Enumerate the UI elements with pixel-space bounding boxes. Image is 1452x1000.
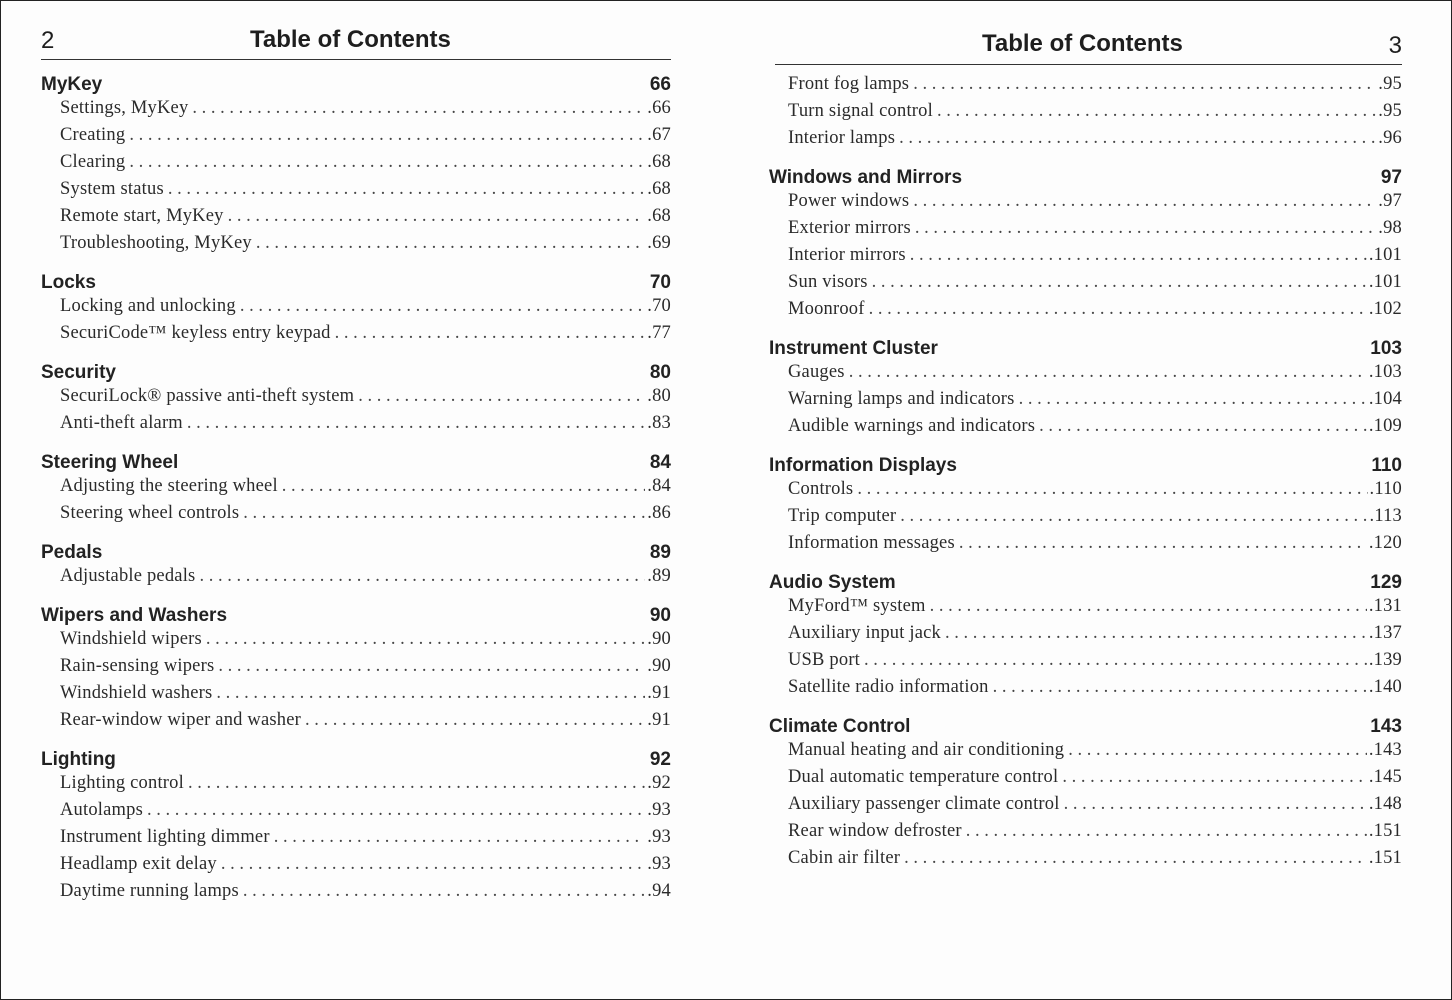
entry-label: USB port xyxy=(788,650,861,670)
toc-section-heading[interactable] xyxy=(41,746,671,773)
entry-label: Remote start, MyKey xyxy=(60,206,224,226)
section-page-number: 66 xyxy=(649,74,671,95)
entry-label: Auxiliary passenger climate control xyxy=(788,794,1060,814)
dot-leader xyxy=(966,821,1367,842)
dot-leader xyxy=(864,650,1367,671)
dot-leader xyxy=(305,710,645,731)
dot-leader xyxy=(256,233,645,254)
entry-label: Adjusting the steering wheel xyxy=(60,476,278,496)
section-title: Lighting xyxy=(41,749,116,770)
section-gap xyxy=(769,704,1402,713)
entry-label: Sun visors xyxy=(788,272,868,292)
toc-entry[interactable] xyxy=(41,773,671,800)
section-gap xyxy=(41,440,671,449)
entry-label: Exterior mirrors xyxy=(788,218,911,238)
section-gap xyxy=(769,326,1402,335)
toc-entry[interactable] xyxy=(41,206,671,233)
section-page-number: 97 xyxy=(1380,167,1402,188)
entry-label: Steering wheel controls xyxy=(60,503,240,523)
toc-entry[interactable] xyxy=(769,650,1402,677)
entry-label: Troubleshooting, MyKey xyxy=(60,233,252,253)
toc-entry[interactable] xyxy=(41,629,671,656)
entry-label: Lighting control xyxy=(60,773,184,793)
toc-entry[interactable] xyxy=(769,191,1402,218)
dot-leader xyxy=(959,533,1367,554)
dot-leader xyxy=(1068,740,1367,761)
toc-entry[interactable] xyxy=(41,566,671,593)
entry-label: Controls xyxy=(788,479,854,499)
dot-leader xyxy=(899,128,1376,149)
toc-entry[interactable] xyxy=(41,152,671,179)
entry-page-number: .151 xyxy=(1368,848,1402,868)
dot-leader xyxy=(930,596,1367,617)
toc-entry[interactable] xyxy=(769,623,1402,650)
section-gap xyxy=(769,560,1402,569)
toc-entry[interactable] xyxy=(41,476,671,503)
dot-leader xyxy=(1062,767,1366,788)
entry-page-number: .93 xyxy=(647,827,671,847)
entry-page-number: .104 xyxy=(1368,389,1402,409)
entry-label: Moonroof xyxy=(788,299,865,319)
entry-page-number: .145 xyxy=(1368,767,1402,787)
dot-leader xyxy=(206,629,645,650)
dot-leader xyxy=(216,683,645,704)
section-title: Wipers and Washers xyxy=(41,605,228,626)
dot-leader xyxy=(849,362,1367,383)
entry-page-number: .77 xyxy=(647,323,671,343)
dot-leader xyxy=(1019,389,1367,410)
entry-page-number: .68 xyxy=(647,152,671,172)
entry-label: Creating xyxy=(60,125,126,145)
entry-page-number: .86 xyxy=(647,503,671,523)
dot-leader xyxy=(192,98,645,119)
entry-label: Trip computer xyxy=(788,506,897,526)
entry-page-number: .83 xyxy=(647,413,671,433)
entry-label: Windshield washers xyxy=(60,683,213,703)
dot-leader xyxy=(243,503,645,524)
toc-section-heading[interactable] xyxy=(41,539,671,566)
section-title: Climate Control xyxy=(769,716,911,737)
dot-leader xyxy=(129,152,645,173)
dot-leader xyxy=(282,476,645,497)
entry-label: Rain-sensing wipers xyxy=(60,656,215,676)
entry-page-number: .140 xyxy=(1368,677,1402,697)
entry-label: Headlamp exit delay xyxy=(60,854,217,874)
toc-entry[interactable] xyxy=(41,386,671,413)
toc-entry[interactable] xyxy=(769,533,1402,560)
entry-page-number: .101 xyxy=(1368,245,1402,265)
entry-page-number: .110 xyxy=(1369,479,1402,499)
entry-label: Adjustable pedals xyxy=(60,566,196,586)
toc-entry[interactable] xyxy=(769,821,1402,848)
dot-leader xyxy=(243,881,645,902)
entry-label: Satellite radio information xyxy=(788,677,989,697)
section-gap xyxy=(41,350,671,359)
entry-page-number: .103 xyxy=(1368,362,1402,382)
dot-leader xyxy=(1039,416,1367,437)
section-title: Locks xyxy=(41,272,96,293)
dot-leader xyxy=(872,272,1367,293)
toc-section-heading[interactable] xyxy=(41,269,671,296)
section-page-number: 103 xyxy=(1370,338,1402,359)
entry-page-number: .69 xyxy=(647,233,671,253)
section-page-number: 90 xyxy=(649,605,671,626)
entry-page-number: .93 xyxy=(647,800,671,820)
toc-entry[interactable] xyxy=(41,827,671,854)
entry-page-number: .98 xyxy=(1378,218,1402,238)
dot-leader xyxy=(335,323,646,344)
section-gap xyxy=(769,155,1402,164)
page-number: 2 xyxy=(41,27,55,54)
entry-page-number: .101 xyxy=(1368,272,1402,292)
dot-leader xyxy=(993,677,1367,698)
dot-leader xyxy=(199,566,645,587)
dot-leader xyxy=(129,125,645,146)
toc-entry[interactable] xyxy=(769,416,1402,443)
toc-entry[interactable] xyxy=(769,128,1402,155)
entry-label: SecuriLock® passive anti-theft system xyxy=(60,386,355,406)
toc-list xyxy=(41,71,671,908)
header-rule xyxy=(775,64,1402,65)
entry-label: Locking and unlocking xyxy=(60,296,236,316)
dot-leader xyxy=(945,623,1367,644)
section-page-number: 70 xyxy=(649,272,671,293)
toc-entry[interactable] xyxy=(41,296,671,323)
dot-leader xyxy=(147,800,645,821)
toc-list xyxy=(769,74,1402,875)
toc-entry[interactable] xyxy=(41,656,671,683)
toc-entry[interactable] xyxy=(41,881,671,908)
toc-entry[interactable] xyxy=(769,794,1402,821)
entry-label: Power windows xyxy=(788,191,910,211)
entry-page-number: .90 xyxy=(647,629,671,649)
entry-page-number: .109 xyxy=(1368,416,1402,436)
entry-page-number: .80 xyxy=(647,386,671,406)
section-page-number: 89 xyxy=(649,542,671,563)
toc-entry[interactable] xyxy=(769,740,1402,767)
toc-entry[interactable] xyxy=(769,848,1402,875)
entry-label: Instrument lighting dimmer xyxy=(60,827,270,847)
entry-label: Auxiliary input jack xyxy=(788,623,941,643)
dot-leader xyxy=(910,245,1367,266)
dot-leader xyxy=(1064,794,1367,815)
section-title: Instrument Cluster xyxy=(769,338,938,359)
entry-label: Information messages xyxy=(788,533,955,553)
dot-leader xyxy=(218,656,645,677)
entry-label: Interior mirrors xyxy=(788,245,906,265)
entry-label: Windshield wipers xyxy=(60,629,202,649)
entry-page-number: .70 xyxy=(647,296,671,316)
toc-section-heading[interactable] xyxy=(769,335,1402,362)
section-title: Steering Wheel xyxy=(41,452,179,473)
entry-label: Cabin air filter xyxy=(788,848,901,868)
toc-section-heading[interactable] xyxy=(769,164,1402,191)
toc-entry[interactable] xyxy=(769,677,1402,704)
section-gap xyxy=(41,737,671,746)
dot-leader xyxy=(900,506,1367,527)
dot-leader xyxy=(869,299,1367,320)
dot-leader xyxy=(188,773,645,794)
toc-entry[interactable] xyxy=(769,272,1402,299)
section-page-number: 110 xyxy=(1371,455,1402,476)
entry-label: Audible warnings and indicators xyxy=(788,416,1036,436)
toc-entry[interactable] xyxy=(769,74,1402,101)
entry-page-number: .89 xyxy=(647,566,671,586)
toc-entry[interactable] xyxy=(41,98,671,125)
section-title: Pedals xyxy=(41,542,103,563)
toc-entry[interactable] xyxy=(41,710,671,737)
toc-entry[interactable] xyxy=(769,218,1402,245)
dot-leader xyxy=(228,206,646,227)
entry-label: Gauges xyxy=(788,362,845,382)
entry-page-number: .139 xyxy=(1368,650,1402,670)
dot-leader xyxy=(857,479,1367,500)
toc-entry[interactable] xyxy=(41,179,671,206)
section-gap xyxy=(769,443,1402,452)
section-page-number: 143 xyxy=(1370,716,1402,737)
section-title: Audio System xyxy=(769,572,896,593)
entry-label: Turn signal control xyxy=(788,101,933,121)
section-gap xyxy=(41,593,671,602)
entry-label: Clearing xyxy=(60,152,126,172)
entry-page-number: .95 xyxy=(1378,101,1402,121)
entry-page-number: .84 xyxy=(647,476,671,496)
entry-label: Front fog lamps xyxy=(788,74,910,94)
entry-page-number: .91 xyxy=(647,683,671,703)
dot-leader xyxy=(915,218,1376,239)
entry-page-number: .67 xyxy=(647,125,671,145)
entry-page-number: .91 xyxy=(647,710,671,730)
dot-leader xyxy=(168,179,645,200)
toc-entry[interactable] xyxy=(41,233,671,260)
toc-section-heading[interactable] xyxy=(769,452,1402,479)
entry-label: Warning lamps and indicators xyxy=(788,389,1015,409)
entry-page-number: .113 xyxy=(1369,506,1402,526)
section-gap xyxy=(41,530,671,539)
entry-label: System status xyxy=(60,179,164,199)
entry-page-number: .68 xyxy=(647,206,671,226)
toc-entry[interactable] xyxy=(41,800,671,827)
entry-page-number: .151 xyxy=(1368,821,1402,841)
dot-leader xyxy=(904,848,1367,869)
section-title: MyKey xyxy=(41,74,103,95)
section-page-number: 80 xyxy=(649,362,671,383)
entry-page-number: .137 xyxy=(1368,623,1402,643)
toc-entry[interactable] xyxy=(769,479,1402,506)
entry-page-number: .93 xyxy=(647,854,671,874)
entry-page-number: .97 xyxy=(1378,191,1402,211)
entry-page-number: .120 xyxy=(1368,533,1402,553)
section-gap xyxy=(41,260,671,269)
toc-entry[interactable] xyxy=(41,503,671,530)
toc-entry[interactable] xyxy=(769,245,1402,272)
entry-label: Settings, MyKey xyxy=(60,98,189,118)
toc-entry[interactable] xyxy=(769,596,1402,623)
toc-entry[interactable] xyxy=(769,389,1402,416)
toc-section-heading[interactable] xyxy=(769,569,1402,596)
entry-page-number: .95 xyxy=(1378,74,1402,94)
entry-label: MyFord™ system xyxy=(788,596,926,616)
toc-entry[interactable] xyxy=(41,125,671,152)
entry-label: Manual heating and air conditioning xyxy=(788,740,1065,760)
entry-page-number: .102 xyxy=(1368,299,1402,319)
toc-entry[interactable] xyxy=(769,362,1402,389)
entry-label: Rear window defroster xyxy=(788,821,962,841)
toc-entry[interactable] xyxy=(41,854,671,881)
toc-entry[interactable] xyxy=(41,413,671,440)
toc-section-heading[interactable] xyxy=(41,449,671,476)
page-title: Table of Contents xyxy=(982,30,1183,57)
dot-leader xyxy=(187,413,645,434)
toc-section-heading[interactable] xyxy=(41,71,671,98)
header-rule xyxy=(41,59,671,60)
dot-leader xyxy=(358,386,645,407)
dot-leader xyxy=(913,191,1376,212)
dot-leader xyxy=(913,74,1376,95)
page-number: 3 xyxy=(1388,32,1402,59)
toc-entry[interactable] xyxy=(769,506,1402,533)
dot-leader xyxy=(240,296,645,317)
section-page-number: 129 xyxy=(1370,572,1402,593)
section-title: Security xyxy=(41,362,116,383)
entry-label: Dual automatic temperature control xyxy=(788,767,1059,787)
section-title: Information Displays xyxy=(769,455,957,476)
entry-page-number: .131 xyxy=(1368,596,1402,616)
toc-section-heading[interactable] xyxy=(41,602,671,629)
toc-section-heading[interactable] xyxy=(769,713,1402,740)
dot-leader xyxy=(221,854,645,875)
section-page-number: 84 xyxy=(649,452,671,473)
entry-label: Interior lamps xyxy=(788,128,896,148)
entry-page-number: .68 xyxy=(647,179,671,199)
toc-section-heading[interactable] xyxy=(41,359,671,386)
entry-label: Autolamps xyxy=(60,800,143,820)
dot-leader xyxy=(274,827,646,848)
section-page-number: 92 xyxy=(649,749,671,770)
toc-entry[interactable] xyxy=(41,323,671,350)
entry-page-number: .90 xyxy=(647,656,671,676)
entry-page-number: .148 xyxy=(1368,794,1402,814)
page-title: Table of Contents xyxy=(250,26,451,53)
entry-page-number: .96 xyxy=(1378,128,1402,148)
toc-entry[interactable] xyxy=(769,767,1402,794)
entry-label: Daytime running lamps xyxy=(60,881,239,901)
entry-label: Rear-window wiper and washer xyxy=(60,710,302,730)
entry-label: SecuriCode™ keyless entry keypad xyxy=(60,323,331,343)
dot-leader xyxy=(937,101,1376,122)
toc-entry[interactable] xyxy=(769,101,1402,128)
entry-label: Anti-theft alarm xyxy=(60,413,183,433)
entry-page-number: .143 xyxy=(1368,740,1402,760)
section-title: Windows and Mirrors xyxy=(769,167,963,188)
entry-page-number: .94 xyxy=(647,881,671,901)
entry-page-number: .66 xyxy=(647,98,671,118)
entry-page-number: .92 xyxy=(647,773,671,793)
toc-entry[interactable] xyxy=(41,683,671,710)
toc-entry[interactable] xyxy=(769,299,1402,326)
